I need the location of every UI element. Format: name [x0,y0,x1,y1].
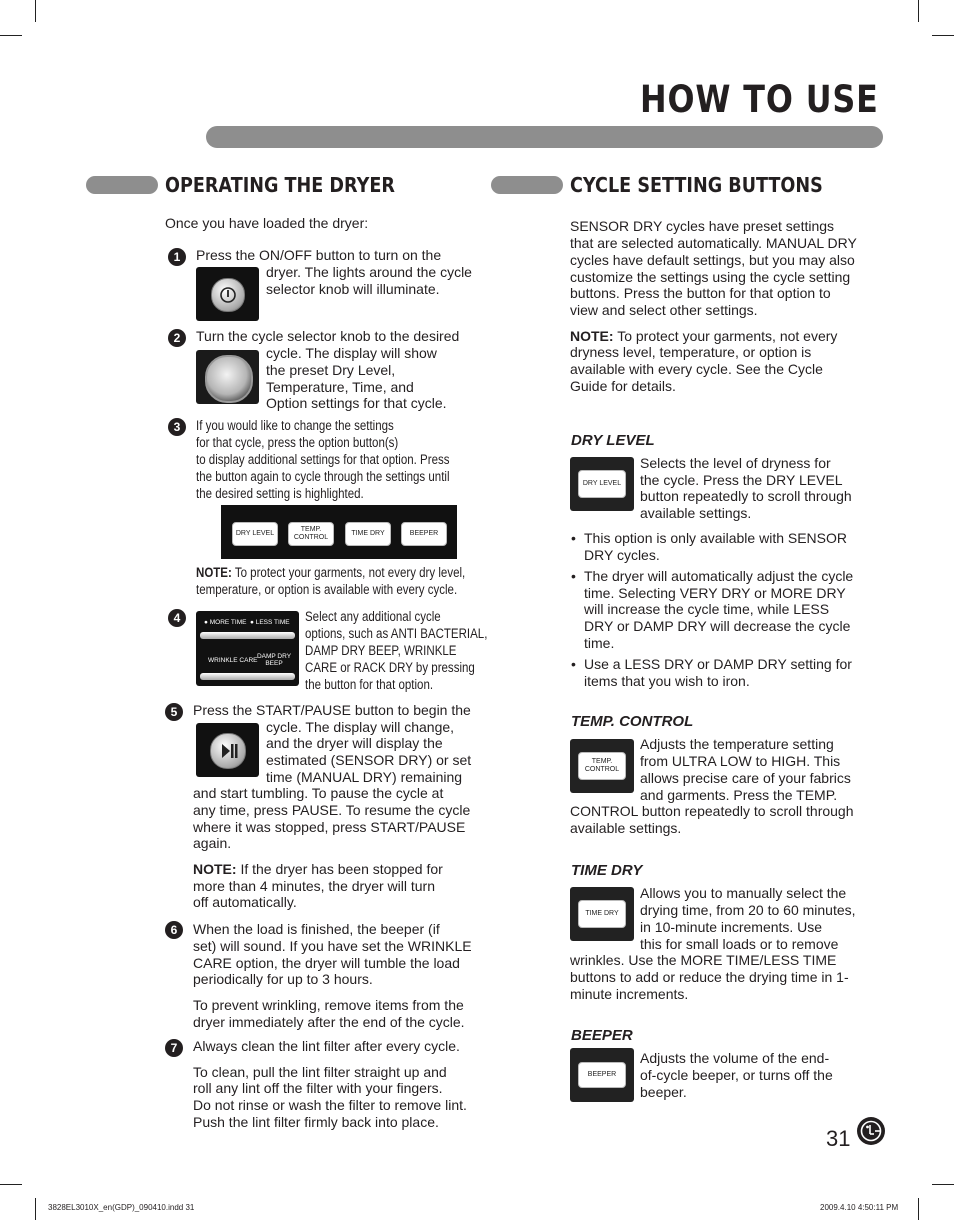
left-intro: Once you have loaded the dryer: [165,215,369,231]
step-3-line: If you would like to change the settings [196,418,394,433]
step-5-line: estimated (SENSOR DRY) or set [266,752,472,768]
option-buttons-panel [221,505,457,559]
crop-mark [35,0,36,22]
step-6-extra: dryer immediately after the end of the cycle. [193,1014,465,1030]
step-number: 1 [168,248,186,266]
note-label: NOTE: [570,328,614,344]
dry-level-line: button repeatedly to scroll through [640,488,852,504]
step-5-line: where it was stopped, press START/PAUSE [193,819,466,835]
step-7-extra: Push the lint filter firmly back into place. [193,1114,439,1130]
dry-level-heading: DRY LEVEL [571,432,655,449]
step-number: 5 [165,703,183,721]
step-5-note: NOTE: If the dryer has been stopped for [193,861,443,877]
dry-level-bullet: will increase the cycle time, while LESS [584,601,830,617]
dry-level-bullet: • The dryer will automatically adjust the cycle [571,568,854,584]
step-6-line: CARE option, the dryer will tumble the load [193,955,460,971]
temp-control-button-label: TEMP. CONTROL [578,752,626,780]
footer-timestamp: 2009.4.10 4:50:11 PM [820,1203,899,1212]
right-intro-line: view and select other settings. [570,302,758,318]
step-4-line: the button for that option. [305,677,434,692]
start-pause-button-image [196,723,259,777]
beeper-button-label: BEEPER [578,1062,626,1088]
step-2-line: Turn the cycle selector knob to the desired [196,328,460,344]
dry-level-line: the cycle. Press the DRY LEVEL [640,472,843,488]
step-1-line: selector knob will illuminate. [266,281,440,297]
step-5-line: and start tumbling. To pause the cycle at [193,785,444,801]
right-intro-line: buttons. Press the button for that option to [570,285,831,301]
temp-control-button: TEMP. CONTROL [288,522,334,546]
step-5-line: time (MANUAL DRY) remaining [266,769,463,785]
step-number: 3 [168,418,186,436]
temp-control-line: from ULTRA LOW to HIGH. This [640,753,841,769]
power-icon [211,278,245,312]
step-1-line: dryer. The lights around the cycle [266,264,472,280]
beeper-line: beeper. [640,1084,687,1100]
lg-logo [857,1117,885,1145]
section-pill [491,176,563,194]
step-5-note: off automatically. [193,894,297,910]
beeper-button-image [570,1048,634,1102]
temp-control-line: Adjusts the temperature setting [640,736,834,752]
dry-level-button: DRY LEVEL [232,522,278,546]
step-2-line: the preset Dry Level, [266,362,396,378]
beeper-button: BEEPER [401,522,447,546]
time-dry-line: drying time, from 20 to 60 minutes, [640,902,856,918]
step-number: 4 [168,609,186,627]
step-5-line: any time, press PAUSE. To resume the cycle [193,802,471,818]
temp-control-button-image [570,739,634,793]
play-pause-icon [210,733,246,769]
right-section-title: CYCLE SETTING BUTTONS [570,173,823,197]
step-number: 2 [168,329,186,347]
dry-level-bullet: DRY or DAMP DRY will decrease the cycle [584,618,851,634]
wrinkle-care-label: WRINKLE CARE [208,657,258,664]
right-intro-line: cycles have default settings, but you may also [570,252,855,268]
step-3-line: to display additional settings for that option. Press [196,452,450,467]
crop-mark [0,1184,22,1185]
step-6-line: periodically for up to 3 hours. [193,971,373,987]
note-label: NOTE: [193,861,237,877]
right-note: Guide for details. [570,378,676,394]
step-4-line: options, such as ANTI BACTERIAL, [305,626,488,641]
header-bar [206,126,883,148]
damp-dry-beep-label: DAMP DRY BEEP [256,653,292,667]
step-2-line: Temperature, Time, and [266,379,414,395]
time-dry-button-label: TIME DRY [578,900,626,928]
cycle-knob-image [196,350,259,404]
dry-level-bullet: • This option is only available with SENSOR [571,530,848,546]
right-intro-line: SENSOR DRY cycles have preset settings [570,218,835,234]
step-5-note: more than 4 minutes, the dryer will turn [193,878,435,894]
left-section-title: OPERATING THE DRYER [165,173,395,197]
step-5-line: cycle. The display will change, [266,719,455,735]
time-dry-heading: TIME DRY [571,862,643,879]
beeper-line: of-cycle beeper, or turns off the [640,1067,833,1083]
dry-level-line: Selects the level of dryness for [640,455,831,471]
more-time-label: ● MORE TIME [204,619,247,626]
dry-level-bullet: DRY cycles. [584,547,660,563]
footer-file-name: 3828EL3010X_en(GDP)_090410.indd 31 [48,1203,195,1212]
beeper-line: Adjusts the volume of the end- [640,1050,830,1066]
step-6-line: set) will sound. If you have set the WRINKLE [193,938,472,954]
crop-mark [0,35,22,36]
step-7-line: Always clean the lint filter after every cycle. [193,1038,460,1054]
beeper-heading: BEEPER [571,1027,633,1044]
step-2-line: cycle. The display will show [266,345,437,361]
right-note: dryness level, temperature, or option is [570,344,812,360]
step-number: 7 [165,1039,183,1057]
step-7-extra: To clean, pull the lint filter straight up and [193,1064,447,1080]
step-7-extra: roll any lint off the filter with your fingers. [193,1080,443,1096]
temp-control-line: CONTROL button repeatedly to scroll through [570,803,854,819]
step-7-extra: Do not rinse or wash the filter to remove lint. [193,1097,467,1113]
right-note: available with every cycle. See the Cycle [570,361,823,377]
time-dry-line: in 10-minute increments. Use [640,919,823,935]
power-button-image [196,267,259,321]
knob-icon [205,355,253,403]
right-intro-line: that are selected automatically. MANUAL DRY [570,235,857,251]
dry-level-button-label: DRY LEVEL [578,470,626,498]
time-dry-line: this for small loads or to remove [640,936,839,952]
time-dry-line: Allows you to manually select the [640,885,847,901]
step-3-line: the desired setting is highlighted. [196,486,364,501]
crop-mark [918,1198,919,1220]
section-pill [86,176,158,194]
note-label: NOTE: [196,565,232,580]
step-3-note [196,565,465,582]
dry-level-bullet: time. Selecting VERY DRY or MORE DRY [584,585,846,601]
dry-level-button-image [570,457,634,511]
page-number: 31 [826,1126,851,1151]
dry-level-bullet: items that you wish to iron. [584,673,750,689]
step-number: 6 [165,921,183,939]
step-3-note: temperature, or option is available with every cycle. [196,582,458,597]
crop-mark [932,1184,954,1185]
crop-mark [918,0,919,22]
dry-level-bullet: • Use a LESS DRY or DAMP DRY setting for [571,656,852,672]
right-intro-line: customize the settings using the cycle setting [570,269,851,285]
step-5-line: and the dryer will display the [266,735,443,751]
temp-control-line: allows precise care of your fabrics [640,770,851,786]
note-text: To protect your garments, not every dry level, [231,565,466,580]
time-dry-line: buttons to add or reduce the drying time in 1- [570,969,849,985]
temp-control-line: and garments. Press the TEMP. [640,787,838,803]
page-title: HOW TO USE [640,78,879,121]
step-4-line: Select any additional cycle [305,609,441,624]
crop-mark [932,35,954,36]
options-panel-image [196,611,299,686]
dry-level-line: available settings. [640,505,752,521]
time-dry-line: minute increments. [570,986,689,1002]
step-4-line: CARE or RACK DRY by pressing [305,660,475,675]
temp-control-line: available settings. [570,820,682,836]
time-dry-button: TIME DRY [345,522,391,546]
step-2-line: Option settings for that cycle. [266,395,447,411]
temp-control-heading: TEMP. CONTROL [571,713,694,730]
time-dry-button-image [570,887,634,941]
time-dry-line: wrinkles. Use the MORE TIME/LESS TIME [570,952,837,968]
crop-mark [35,1198,36,1220]
step-6-line: When the load is finished, the beeper (if [193,921,440,937]
step-1-line: Press the ON/OFF button to turn on the [196,247,442,263]
step-6-extra: To prevent wrinkling, remove items from the [193,997,464,1013]
less-time-label: ● LESS TIME [250,619,290,626]
step-3-line: the button again to cycle through the settings until [196,469,450,484]
step-5-line: again. [193,835,232,851]
step-5-line: Press the START/PAUSE button to begin the [193,702,471,718]
step-3-line: for that cycle, press the option button(s) [196,435,399,450]
dry-level-bullet: time. [584,635,615,651]
step-4-line: DAMP DRY BEEP, WRINKLE [305,643,457,658]
right-note: NOTE: To protect your garments, not every [570,328,838,344]
